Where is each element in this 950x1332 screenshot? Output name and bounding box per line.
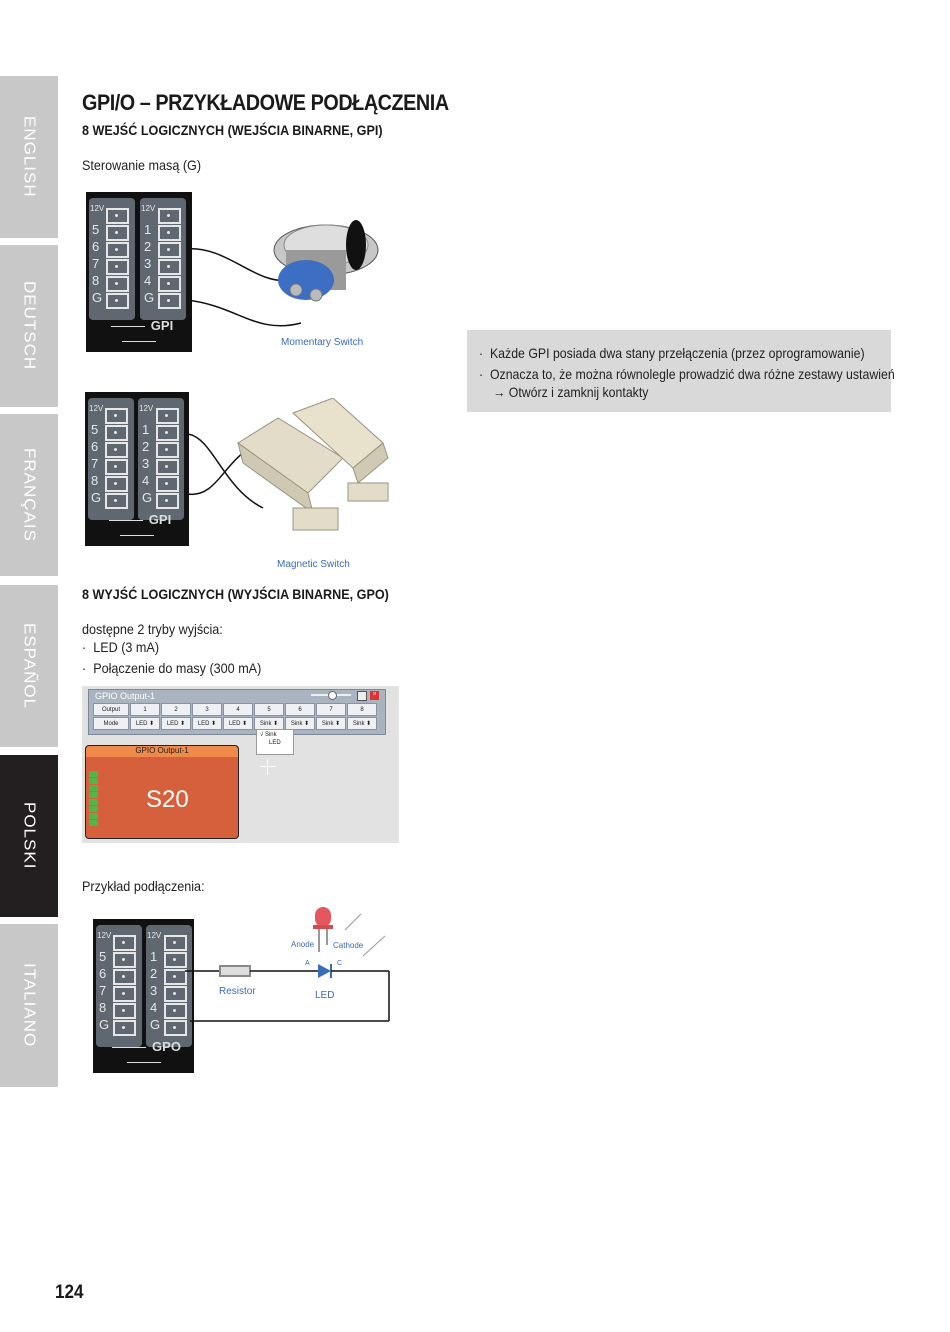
pin-number: 2 [142, 439, 150, 454]
info-bullet-1: · Każde GPI posiada dwa stany przełączenia (przez oprogramowanie) [479, 345, 865, 361]
table-header: 1 [130, 703, 160, 716]
gpio-table [93, 703, 377, 730]
magnetic-switch-caption: Magnetic Switch [277, 559, 350, 570]
mode-select[interactable]: LED ⬍ [161, 717, 191, 730]
pin-number: 5 [92, 222, 100, 237]
mode-select[interactable]: Sink ⬍ [316, 717, 346, 730]
label-12v: 12V [147, 931, 162, 940]
mode-select[interactable]: Sink ⬍ [254, 717, 284, 730]
anode-short-label: A [305, 960, 310, 967]
label-12v: 12V [90, 204, 105, 213]
pin-number: G [144, 290, 155, 305]
magnetic-switch-image [183, 398, 393, 543]
page-title: GPI/O – PRZYKŁADOWE PODŁĄCZENIA [82, 90, 449, 115]
led-label: LED [315, 990, 335, 1001]
mode-dropdown[interactable] [256, 729, 294, 755]
gpi-label: GPI [86, 318, 192, 348]
cathode-label: Cathode [333, 941, 364, 950]
pin-number: 4 [142, 473, 150, 488]
ground-control-text: Sterowanie masą (G) [82, 157, 202, 173]
pin-number: 7 [99, 983, 107, 998]
bullet-led-text: LED (3 mA) [93, 639, 160, 655]
tab-label: DEUTSCH [20, 281, 39, 371]
table-header: 8 [347, 703, 377, 716]
table-header: 7 [316, 703, 346, 716]
pin-number: 6 [92, 239, 100, 254]
bullet-ground-text: Połączenie do masy (300 mA) [93, 660, 262, 676]
cathode-short-label: C [337, 960, 343, 967]
pin-number: 7 [92, 256, 100, 271]
pin-number: 1 [144, 222, 152, 237]
label-12v: 12V [89, 404, 104, 413]
table-header: 2 [161, 703, 191, 716]
gpi-label: GPI [85, 512, 189, 542]
pin-number: 8 [91, 473, 99, 488]
tab-italiano[interactable] [0, 924, 58, 1087]
pin-number: G [150, 1017, 161, 1032]
tab-espanol[interactable] [0, 585, 58, 747]
info-text-1: Każde GPI posiada dwa stany przełączenia (przez oprogramowanie) [489, 345, 865, 361]
gpi-heading: 8 WEJŚĆ LOGICZNYCH (WEJŚCIA BINARNE, GPI) [82, 122, 383, 138]
label-12v: 12V [97, 931, 112, 940]
dropdown-option-sink[interactable]: √ Sink [260, 732, 277, 738]
mode-select[interactable]: LED ⬍ [192, 717, 222, 730]
table-header: 3 [192, 703, 222, 716]
mode-select[interactable]: LED ⬍ [223, 717, 253, 730]
s20-device[interactable] [85, 745, 239, 839]
pin-number: 5 [91, 422, 99, 437]
gpi-connector-1 [86, 192, 192, 352]
pin-number: 6 [91, 439, 99, 454]
info-text-3: → Otwórz i zamknij kontakty [493, 384, 649, 400]
pin-number: 3 [142, 456, 150, 471]
gpo-heading: 8 WYJŚĆ LOGICZNYCH (WYJŚCIA BINARNE, GPO) [82, 586, 389, 602]
output-modes-text: dostępne 2 tryby wyjścia: [82, 621, 223, 637]
momentary-switch-caption: Momentary Switch [281, 337, 364, 348]
info-bullet-2: · Oznacza to, że można równolegle prowadzić dwa różne zestawy ustawień [479, 366, 895, 382]
pin-number: 3 [150, 983, 158, 998]
pin-number: 8 [99, 1000, 107, 1015]
pin-number: 7 [91, 456, 99, 471]
gpio-software-screenshot [82, 686, 399, 843]
maximize-icon[interactable] [357, 691, 367, 701]
label-12v: 12V [141, 204, 156, 213]
gpi-connector-2 [85, 392, 189, 546]
info-box [467, 330, 895, 412]
tab-polski[interactable] [0, 755, 58, 917]
page-number: 124 [55, 1282, 84, 1303]
pin-number: 5 [99, 949, 107, 964]
gpio-output-window [88, 689, 386, 735]
device-name: S20 [146, 786, 189, 813]
pin-number: 2 [150, 966, 158, 981]
tab-label: POLSKI [20, 802, 39, 870]
mode-select[interactable]: Sink ⬍ [285, 717, 315, 730]
pin-number: 4 [144, 273, 152, 288]
table-header: 5 [254, 703, 284, 716]
table-header: 4 [223, 703, 253, 716]
tab-label: ITALIANO [20, 963, 39, 1048]
pin-number: G [142, 490, 153, 505]
gpo-connector [93, 919, 194, 1073]
resistor-label: Resistor [219, 986, 256, 997]
mode-select[interactable]: LED ⬍ [130, 717, 160, 730]
pin-number: 1 [142, 422, 150, 437]
led-circuit-diagram [185, 900, 395, 1030]
pin-number: G [91, 490, 102, 505]
pin-number: 6 [99, 966, 107, 981]
bullet-led: · LED (3 mA) [82, 639, 160, 655]
slider-handle[interactable] [328, 691, 337, 700]
dropdown-option-led[interactable]: LED [269, 740, 281, 746]
pin-number: 1 [150, 949, 158, 964]
pin-number: G [99, 1017, 110, 1032]
table-header: 6 [285, 703, 315, 716]
momentary-switch-image [186, 205, 386, 335]
tab-label: FRANÇAIS [20, 448, 39, 542]
tab-label: ENGLISH [20, 116, 39, 198]
tab-deutsch[interactable] [0, 245, 58, 407]
pin-number: 2 [144, 239, 152, 254]
close-icon[interactable]: × [370, 691, 379, 700]
pin-number: G [92, 290, 103, 305]
label-12v: 12V [139, 404, 154, 413]
tab-label: ESPAÑOL [20, 622, 39, 710]
pin-number: 3 [144, 256, 152, 271]
pin-number: 8 [92, 273, 100, 288]
bullet-ground: · Połączenie do masy (300 mA) [82, 660, 262, 676]
device-title: GPIO Output-1 [86, 746, 238, 757]
pin-number: 4 [150, 1000, 158, 1015]
tab-francais[interactable] [0, 414, 58, 576]
mode-label: Mode [93, 717, 129, 730]
info-text-2: Oznacza to, że można równolegle prowadzić dwa różne zestawy ustawień [489, 366, 895, 382]
table-header: Output [93, 703, 129, 716]
anode-label: Anode [291, 940, 315, 949]
mode-select[interactable]: Sink ⬍ [347, 717, 377, 730]
connection-example-text: Przykład podłączenia: [82, 878, 205, 894]
window-title: GPIO Output-1 [95, 691, 156, 701]
gpo-label: GPO [93, 1039, 194, 1069]
tab-english[interactable] [0, 76, 58, 238]
